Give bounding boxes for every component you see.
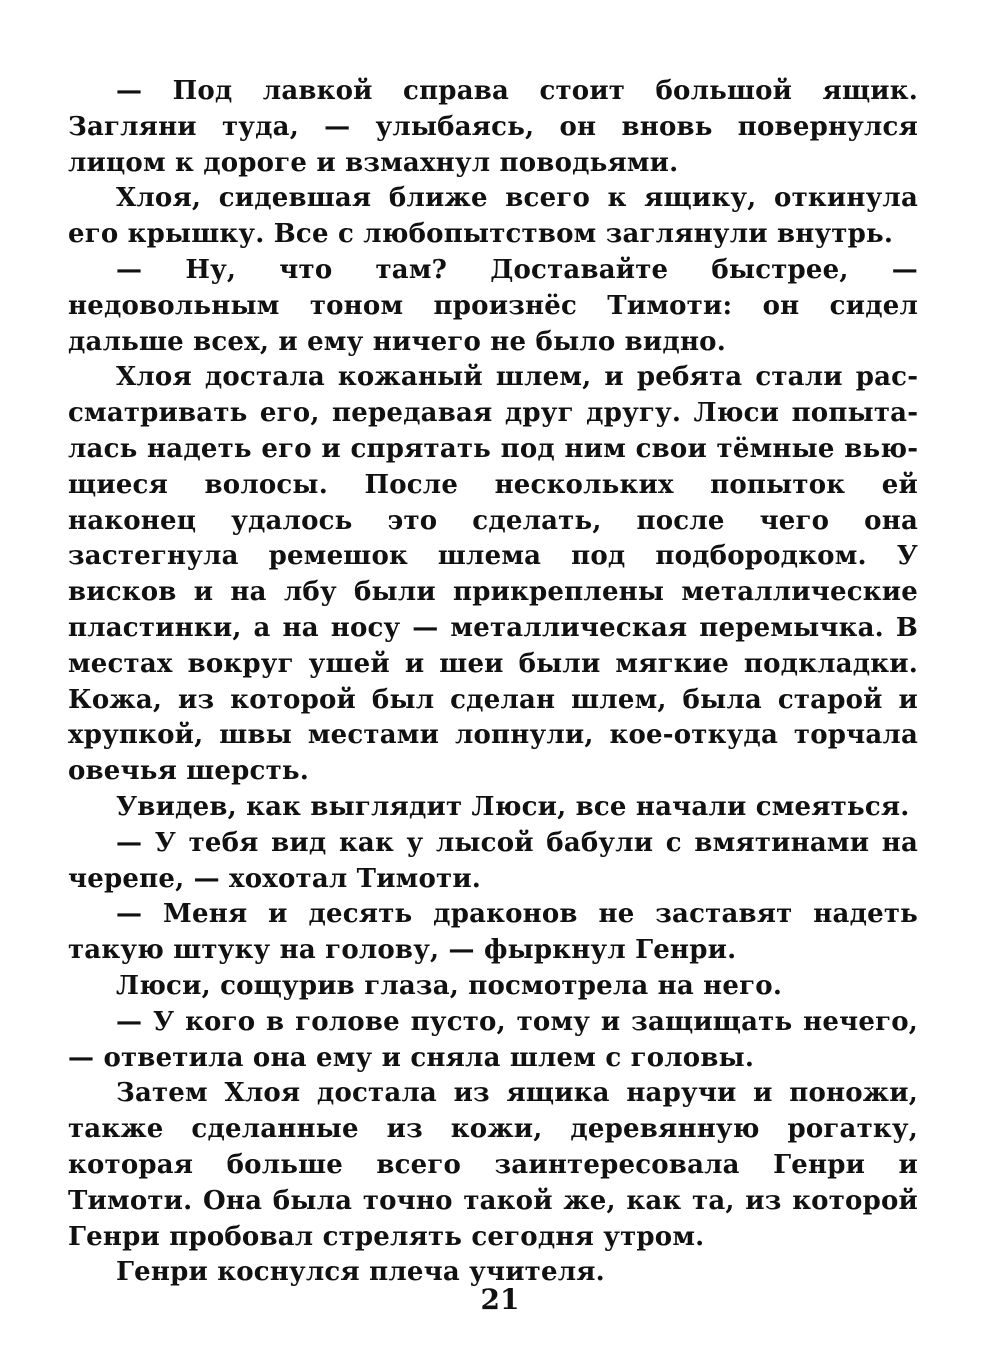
paragraph-8: Люси, сощурив глаза, посмотрела на него.	[116, 970, 783, 1001]
text-column	[68, 74, 918, 1291]
paragraph-9: — У кого в голове пусто, тому и защищать нечего, — ответила она ему и сняла шлем с головы.	[68, 1006, 918, 1073]
page-number: 21	[480, 1283, 520, 1316]
paragraph-4: Хлоя достала кожаный шлем, и ребята стали рассматривать его, передавая друг другу. Люси попыталась надеть его и спрятать под ним свои тёмные вьющиеся волосы. После нескольких попыток ей наконец удалось это сделать, после чего она застегнула ремешок шлема под подбородком. У висков и на лбу были прикреплены металлические пластинки, а на носу — металлическая перемычка. В местах вокруг ушей и шеи были мягкие подкладки. Кожа, из которой был сделан шлем, была старой и хрупкой, швы местами лопнули, кое-откуда торчала овечья шерсть.	[68, 362, 918, 787]
paragraph-1: — Под лавкой справа стоит большой ящик. Загляни туда, — улыбаясь, он вновь повернулся лицом к дороге и взмахнул поводьями.	[68, 76, 918, 178]
paragraph-7: — Меня и десять драконов не заставят надеть такую штуку на голову, — фыркнул Генри.	[68, 899, 918, 966]
paragraph-5: Увидев, как выглядит Люси, все начали смеяться.	[116, 791, 910, 822]
paragraph-3: — Ну, что там? Доставайте быстрее, — недовольным тоном произнёс Тимоти: он сидел дальше всех, и ему ничего не было видно.	[68, 254, 918, 357]
paragraph-11: Генри коснулся плеча учителя.	[116, 1257, 605, 1288]
paragraph-10: Затем Хлоя достала из ящика наручи и поножи, также сделанные из кожи, деревянную рогатку, которая больше всего заинтересовала Генри и Тимоти. Она была точно такой же, как та, из которой Генри пробовал стрелять сегодня утром.	[68, 1078, 918, 1252]
paragraph-6: — У тебя вид как у лысой бабули с вмятинами на черепе, — хохотал Тимоти.	[68, 827, 918, 894]
paragraph-2: Хлоя, сидевшая ближе всего к ящику, откинула его крышку. Все с любопытством заглянули внутрь.	[68, 183, 918, 250]
